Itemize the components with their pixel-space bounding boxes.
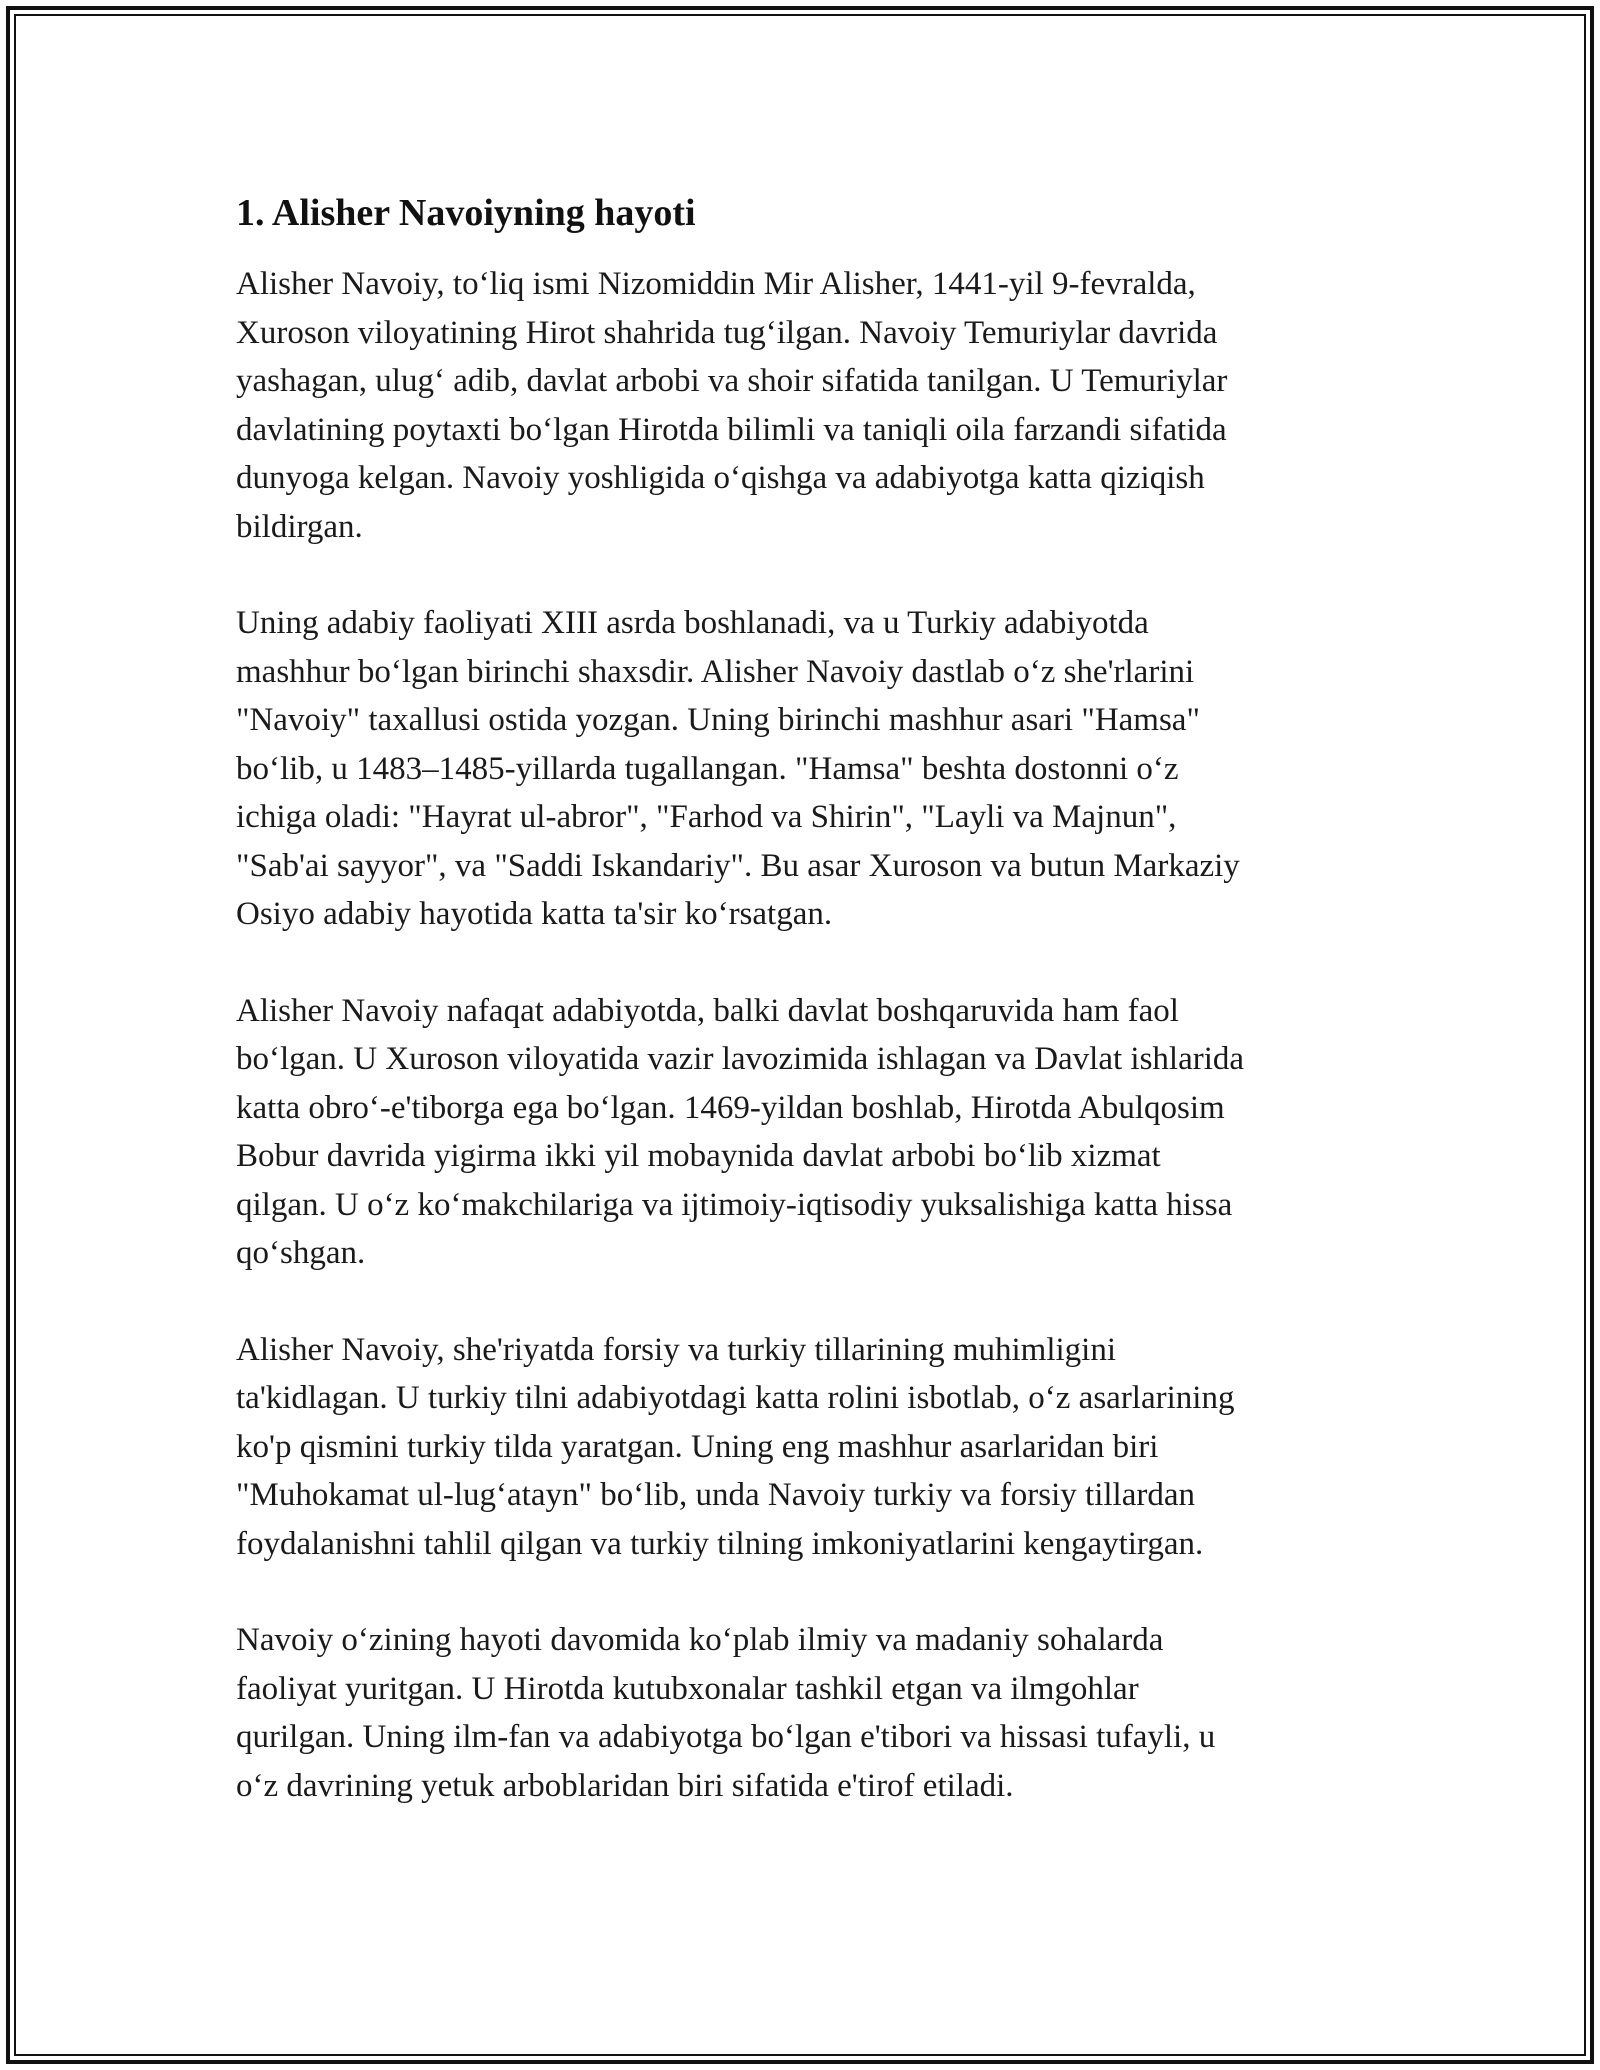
text-line: ta'kidlagan. U turkiy tilni adabiyotdagi katta rolini isbotlab, o‘z asarlarining [236,1380,1235,1416]
text-line: foydalanishni tahlil qilgan va turkiy tilning imkoniyatlarini kengaytirgan. [236,1525,1204,1562]
text-line: davlatining poytaxti bo‘lgan Hirotda bilimli va taniqli oila farzandi sifatida [236,411,1227,448]
text-line: yashagan, ulug‘ adib, davlat arbobi va shoir sifatida tanilgan. U Temuriylar [236,363,1228,399]
text-line: qurilgan. Uning ilm-fan va adabiyotga bo‘lgan e'tibori va hissasi tufayli, u [236,1719,1216,1755]
text-line: qilgan. U o‘z ko‘makchilariga va ijtimoiy-iqtisodiy yuksalishiga katta hissa [236,1186,1233,1223]
text-line: "Muhokamat ul-lug‘atayn" bo‘lib, unda Navoiy turkiy va forsiy tillardan [236,1477,1195,1513]
paragraph-2 [236,599,1366,939]
text-line: Alisher Navoiy, to‘liq ismi Nizomiddin Mir Alisher, 1441-yil 9-fevralda, [236,266,1196,302]
text-line: Navoiy o‘zining hayoti davomida ko‘plab ilmiy va madaniy sohalarda [236,1622,1164,1658]
text-line: Osiyo adabiy hayotida katta ta'sir ko‘rsatgan. [236,896,833,932]
paragraph-1 [236,260,1366,551]
text-line: bo‘lib, u 1483–1485-yillarda tugallangan. "Hamsa" beshta dostonni o‘z [236,750,1179,787]
text-line: ko'p qismini turkiy tilda yaratgan. Uning eng mashhur asarlaridan biri [236,1428,1159,1465]
text-line: Bobur davrida yigirma ikki yil mobaynida davlat arbobi bo‘lib xizmat [236,1138,1161,1174]
text-line: ichiga oladi: "Hayrat ul-abror", "Farhod va Shirin", "Layli va Majnun", [236,799,1177,835]
section-heading: 1. Alisher Navoiyning hayoti [236,192,696,234]
text-line: dunyoga kelgan. Navoiy yoshligida o‘qishga va adabiyotga katta qiziqish [236,460,1205,496]
text-line: bildirgan. [236,508,363,545]
text-line: "Sab'ai sayyor", va "Saddi Iskandariy". Bu asar Xuroson va butun Markaziy [236,847,1240,884]
document-body [236,188,1366,1858]
text-line: faoliyat yuritgan. U Hirotda kutubxonalar tashkil etgan va ilmgohlar [236,1670,1139,1707]
text-line: bo‘lgan. U Xuroson viloyatida vazir lavozimida ishlagan va Davlat ishlarida [236,1041,1245,1077]
text-line: Alisher Navoiy nafaqat adabiyotda, balki davlat boshqaruvida ham faol [236,992,1179,1029]
paragraph-5 [236,1616,1366,1810]
text-line: Alisher Navoiy, she'riyatda forsiy va turkiy tillarining muhimligini [236,1331,1116,1368]
text-line: "Navoiy" taxallusi ostida yozgan. Uning birinchi mashhur asari "Hamsa" [236,702,1200,738]
text-line: Uning adabiy faoliyati XIII asrda boshlanadi, va u Turkiy adabiyotda [236,605,1149,641]
text-line: o‘z davrining yetuk arboblaridan biri sifatida e'tirof etiladi. [236,1767,1014,1804]
paragraph-4 [236,1326,1366,1569]
paragraph-3 [236,987,1366,1278]
text-line: Xuroson viloyatining Hirot shahrida tug‘ilgan. Navoiy Temuriylar davrida [236,314,1218,351]
text-line: qo‘shgan. [236,1235,366,1271]
text-line: mashhur bo‘lgan birinchi shaxsdir. Alisher Navoiy dastlab o‘z she'rlarini [236,653,1195,690]
text-line: katta obro‘-e'tiborga ega bo‘lgan. 1469-yildan boshlab, Hirotda Abulqosim [236,1089,1225,1126]
